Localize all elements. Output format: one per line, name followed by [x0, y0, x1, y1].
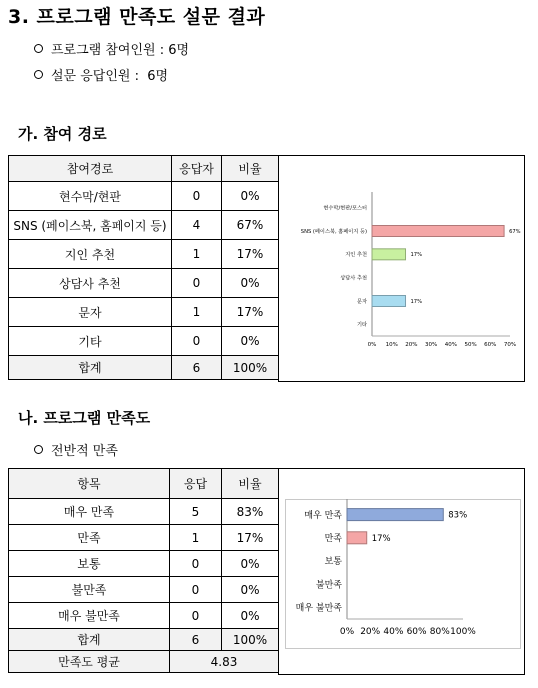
- average-row: [9, 651, 279, 673]
- cell: 매우 불만족: [9, 603, 170, 629]
- x-tick-label: 40%: [444, 342, 457, 348]
- total-row: [9, 629, 279, 651]
- cell: 5: [170, 499, 222, 525]
- bar: [372, 249, 406, 260]
- cell: 현수막/현판: [9, 182, 172, 211]
- cell: 문자: [9, 298, 172, 327]
- col-header: 비율: [222, 156, 279, 182]
- cell: 0%: [222, 603, 279, 629]
- cell: 0: [170, 603, 222, 629]
- category-label: 매우 만족: [304, 510, 342, 521]
- route-chart: [279, 156, 524, 381]
- data-label: 17%: [371, 533, 391, 544]
- x-tick-label: 60%: [484, 342, 497, 348]
- bar: [347, 532, 367, 544]
- col-header: 비율: [222, 469, 279, 499]
- cell: 17%: [222, 240, 279, 269]
- x-tick-label: 40%: [383, 627, 404, 637]
- cell: 1: [170, 525, 222, 551]
- respondents-text: 설문 응답인원 : 6명: [51, 69, 169, 84]
- cell: 0%: [222, 551, 279, 577]
- cell: 합계: [9, 629, 170, 651]
- category-label: 보통: [324, 557, 342, 568]
- table-row: [9, 240, 279, 269]
- overall-satisfaction-line: [34, 440, 118, 459]
- cell: 4: [172, 211, 222, 240]
- satisfaction-table: [8, 468, 279, 673]
- x-tick-label: 70%: [503, 342, 517, 348]
- col-header: 항목: [9, 469, 170, 499]
- cell: 상담사 추천: [9, 269, 172, 298]
- x-tick-label: 80%: [429, 627, 450, 637]
- category-label: 불만족: [315, 580, 342, 591]
- table-row: [9, 269, 279, 298]
- overall-satisfaction-text: 전반적 만족: [51, 444, 118, 459]
- bar: [372, 296, 406, 307]
- circle-bullet-icon: [34, 445, 43, 454]
- participants-text: 프로그램 참여인원 : 6명: [51, 43, 190, 58]
- cell: 67%: [222, 211, 279, 240]
- cell: 0: [170, 577, 222, 603]
- part-a-heading: 가. 참여 경로: [18, 125, 107, 143]
- table-header-row: [9, 469, 279, 499]
- cell: 만족: [9, 525, 170, 551]
- category-label: 지인 추천: [345, 252, 367, 259]
- cell: 지인 추천: [9, 240, 172, 269]
- cell: 0: [170, 551, 222, 577]
- bar: [372, 226, 504, 237]
- table-row: [9, 298, 279, 327]
- table-row: [9, 499, 279, 525]
- cell: 0: [172, 327, 222, 356]
- cell: 합계: [9, 356, 172, 380]
- total-row: [9, 356, 279, 380]
- col-header: 참여경로: [9, 156, 172, 182]
- category-label: 문자: [356, 298, 367, 305]
- satisfaction-chart-frame: [278, 468, 525, 675]
- x-tick-label: 50%: [464, 342, 477, 348]
- cell: 기타: [9, 327, 172, 356]
- cell: 17%: [222, 525, 279, 551]
- section-title: 3. 프로그램 만족도 설문 결과: [8, 6, 266, 28]
- circle-bullet-icon: [34, 70, 43, 79]
- table-row: [9, 603, 279, 629]
- x-tick-label: 100%: [450, 627, 476, 637]
- table-row: [9, 211, 279, 240]
- x-tick-label: 10%: [385, 342, 398, 348]
- bar: [347, 509, 443, 521]
- x-tick-label: 0%: [339, 627, 355, 637]
- cell: 6: [170, 629, 222, 651]
- cell: 매우 만족: [9, 499, 170, 525]
- satisfaction-chart: [279, 469, 524, 674]
- route-table: [8, 155, 279, 380]
- cell: 4.83: [170, 651, 279, 673]
- route-chart-frame: [278, 155, 525, 382]
- x-tick-label: 30%: [425, 342, 438, 348]
- table-row: [9, 525, 279, 551]
- cell: 83%: [222, 499, 279, 525]
- cell: SNS (페이스북, 홈페이지 등): [9, 211, 172, 240]
- x-tick-label: 0%: [367, 342, 377, 348]
- cell: 0: [172, 182, 222, 211]
- respondents-line: [34, 65, 168, 84]
- col-header: 응답자: [172, 156, 222, 182]
- data-label: 83%: [448, 510, 468, 521]
- x-tick-label: 20%: [405, 342, 418, 348]
- x-tick-label: 60%: [406, 627, 427, 637]
- x-tick-label: 20%: [360, 627, 381, 637]
- cell: 만족도 평균: [9, 651, 170, 673]
- category-label: 매우 불만족: [295, 603, 342, 614]
- cell: 0: [172, 269, 222, 298]
- part-b-heading: 나. 프로그램 만족도: [18, 409, 151, 427]
- category-label: 기타: [356, 322, 367, 329]
- table-row: [9, 327, 279, 356]
- category-label: 만족: [324, 533, 342, 544]
- table-header-row: [9, 156, 279, 182]
- cell: 0%: [222, 269, 279, 298]
- participants-line: [34, 39, 189, 58]
- cell: 100%: [222, 356, 279, 380]
- table-row: [9, 182, 279, 211]
- cell: 1: [172, 298, 222, 327]
- table-row: [9, 577, 279, 603]
- cell: 17%: [222, 298, 279, 327]
- cell: 100%: [222, 629, 279, 651]
- category-label: SNS (페이스북, 홈페이지 등): [300, 228, 367, 235]
- circle-bullet-icon: [34, 44, 43, 53]
- cell: 0%: [222, 327, 279, 356]
- cell: 0%: [222, 577, 279, 603]
- cell: 1: [172, 240, 222, 269]
- cell: 불만족: [9, 577, 170, 603]
- col-header: 응답: [170, 469, 222, 499]
- data-label: 17%: [410, 298, 423, 305]
- cell: 6: [172, 356, 222, 380]
- category-label: 상담사 추천: [340, 275, 367, 282]
- category-label: 현수막/현판/포스터: [323, 205, 367, 212]
- cell: 보통: [9, 551, 170, 577]
- data-label: 67%: [509, 228, 521, 235]
- data-label: 17%: [410, 252, 423, 259]
- table-row: [9, 551, 279, 577]
- cell: 0%: [222, 182, 279, 211]
